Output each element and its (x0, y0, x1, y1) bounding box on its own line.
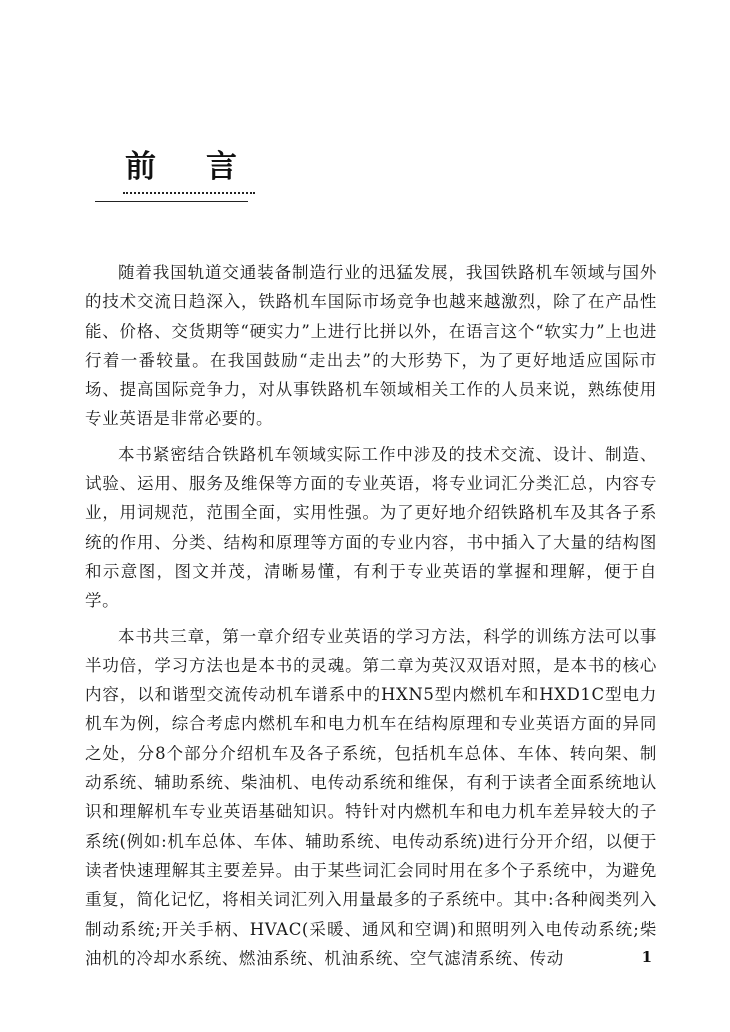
page-number: 1 (641, 948, 652, 966)
paragraph-3: 本书共三章，第一章介绍专业英语的学习方法，科学的训练方法可以事半功倍，学习方法也是本书的灵魂。第二章为英汉双语对照，是本书的核心内容，以和谐型交流传动机车谱系中的HXN5型内燃机车和HXD1C型电力机车为例，综合考虑内燃机车和电力机车在结构原理和专业英语方面的异同之处，分8个部分介绍机车及各子系统，包括机车总体、车体、转向架、制动系统、辅助系统、柴油机、电传动系统和维保，有利于读者全面系统地认识和理解机车专业英语基础知识。特针对内燃机车和电力机车差异较大的子系统(例如:机车总体、车体、辅助系统、电传动系统)进行分开介绍，以便于读者快速理解其主要差异。由于某些词汇会同时用在多个子系统中，为避免重复，简化记忆，将相关词汇列入用量最多的子系统中。其中:各种阀类列入制动系统;开关手柄、HVAC(采暖、通风和空调)和照明列入电传动系统;柴油机的冷却水系统、燃油系统、机油系统、空气滤清系统、传动 (85, 626, 657, 968)
preface-title: 前言 (125, 149, 287, 185)
heading-underline (95, 201, 248, 202)
heading-dotted-rule (123, 192, 255, 194)
paragraph-2: 本书紧密结合铁路机车领域实际工作中涉及的技术交流、设计、制造、试验、运用、服务及维保等方面的专业英语，将专业词汇分类汇总，内容专业，用词规范，范围全面，实用性强。为了更好地介绍铁路机车及其各子系统的作用、分类、结构和原理等方面的专业内容，书中插入了大量的结构图和示意图，图文并茂，清晰易懂，有利于专业英语的掌握和理解，便于自学。 (85, 444, 657, 611)
preface-body (85, 258, 657, 979)
paragraph-1: 随着我国轨道交通装备制造行业的迅猛发展，我国铁路机车领域与国外的技术交流日趋深入，铁路机车国际市场竞争也越来越激烈，除了在产品性能、价格、交货期等“硬实力”上进行比拼以外，在语言这个“软实力”上也进行着一番较量。在我国鼓励“走出去”的大形势下，为了更好地适应国际市场、提高国际竞争力，对从事铁路机车领域相关工作的人员来说，熟练使用专业英语是非常必要的。 (85, 263, 657, 429)
section-heading (125, 148, 285, 188)
